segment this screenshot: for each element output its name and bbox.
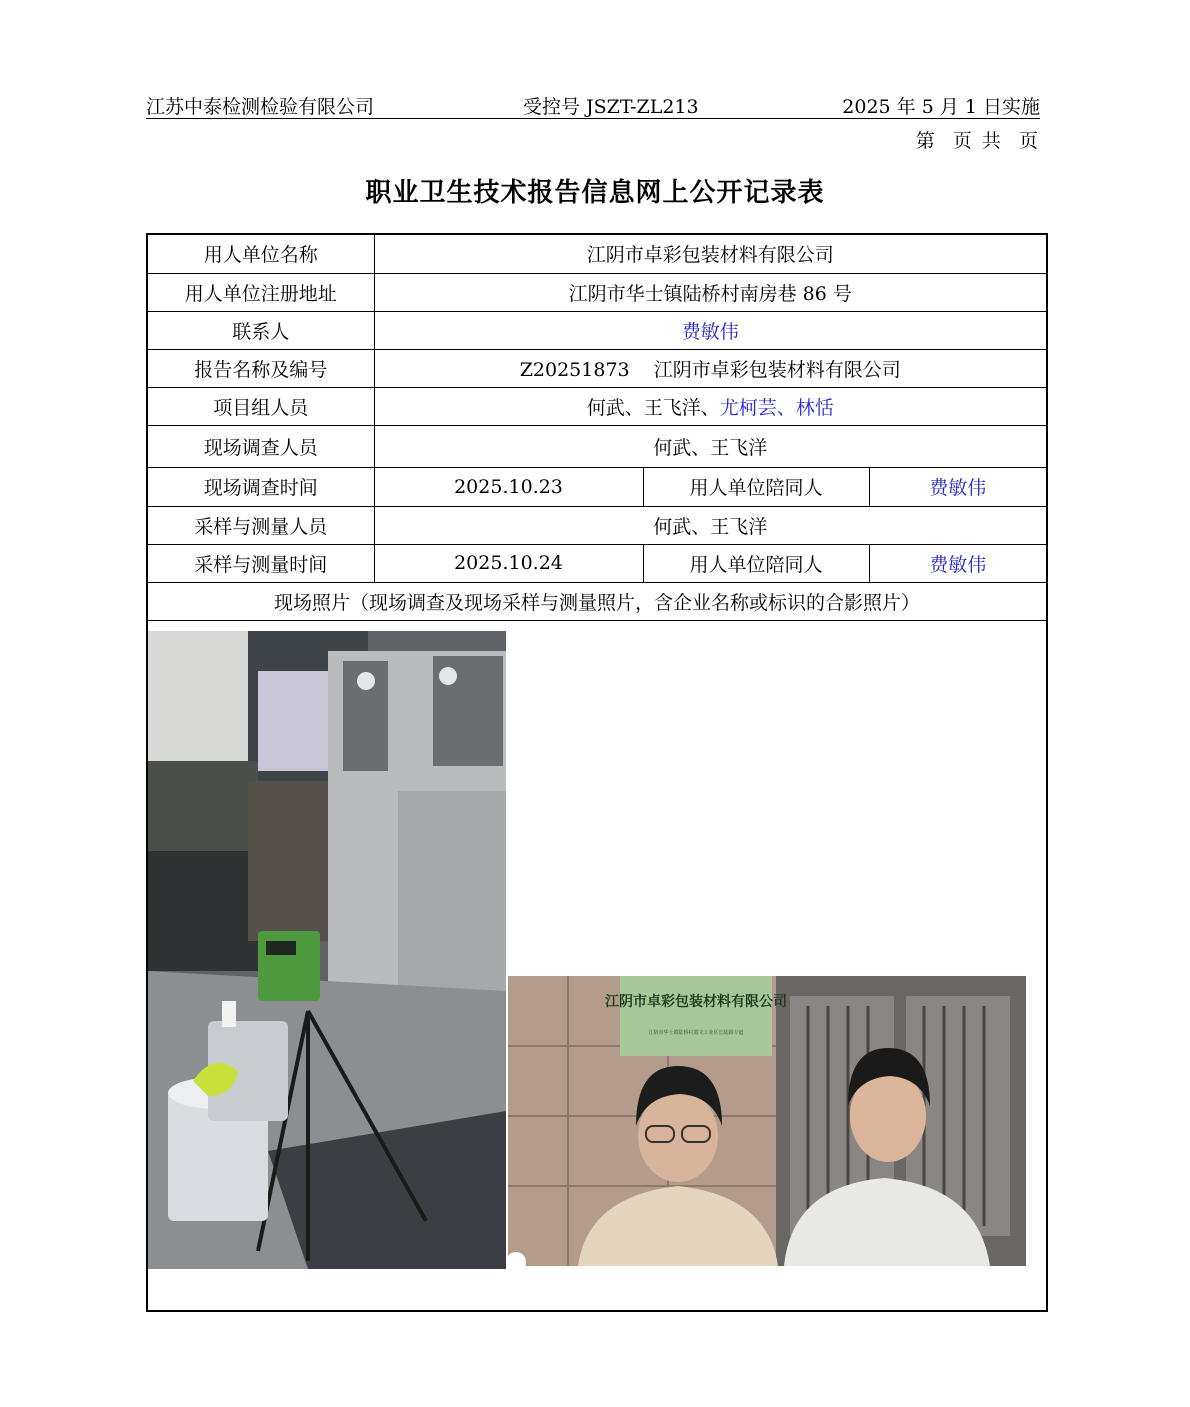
page-title: 职业卫生技术报告信息网上公开记录表 — [365, 178, 825, 208]
employer-name-label: 用人单位名称 — [148, 235, 374, 273]
team-value — [374, 387, 1046, 425]
table-row — [148, 582, 1046, 620]
table-row — [148, 544, 1046, 582]
sampling-time-label: 采样与测量时间 — [148, 544, 374, 582]
header-control-number: 受控号 JSZT-ZL213 — [523, 96, 699, 118]
table-row — [148, 349, 1046, 387]
sampling-staff-label: 采样与测量人员 — [148, 506, 374, 544]
survey-time-label: 现场调查时间 — [148, 467, 374, 506]
table-row — [148, 506, 1046, 544]
photos-section-label: 现场照片（现场调查及现场采样与测量照片，含企业名称或标识的合影照片） — [148, 582, 1046, 620]
sampling-staff-value: 何武、王飞洋 — [374, 506, 1046, 544]
site-sampling-photo — [148, 631, 506, 1269]
report-label: 报告名称及编号 — [148, 349, 374, 387]
table-row — [148, 311, 1046, 349]
sampling-escort-value: 费敏伟 — [869, 544, 1046, 582]
contact-value: 费敏伟 — [374, 311, 1046, 349]
table-row — [148, 273, 1046, 311]
table-row — [148, 235, 1046, 273]
group-photo-with-company-sign — [508, 976, 1026, 1266]
table-row — [148, 387, 1046, 425]
sampling-escort-label: 用人单位陪同人 — [643, 544, 869, 582]
team-members-primary: 何武、王飞洋、 — [586, 396, 720, 419]
survey-staff-label: 现场调查人员 — [148, 425, 374, 467]
sampling-time-value: 2025.10.24 — [374, 544, 643, 582]
table-row — [148, 467, 1046, 506]
page-indicator: 第 页 共 页 — [915, 130, 1040, 152]
sign-address-text: 江阴市华士镇陆桥村霞文工业区长陆路专道 — [648, 1030, 744, 1036]
header-company: 江苏中泰检测检验有限公司 — [146, 96, 375, 118]
employer-name-value: 江阴市卓彩包装材料有限公司 — [374, 235, 1046, 273]
survey-staff-value: 何武、王飞洋 — [374, 425, 1046, 467]
info-table — [148, 235, 1046, 621]
survey-time-value: 2025.10.23 — [374, 467, 643, 506]
contact-label: 联系人 — [148, 311, 374, 349]
survey-escort-label: 用人单位陪同人 — [643, 467, 869, 506]
team-label: 项目组人员 — [148, 387, 374, 425]
address-value: 江阴市华士镇陆桥村南房巷 86 号 — [374, 273, 1046, 311]
record-form — [146, 233, 1048, 1312]
team-members-secondary: 尤柯芸、林恬 — [719, 396, 834, 419]
table-row — [148, 425, 1046, 467]
report-value: Z20251873 江阴市卓彩包装材料有限公司 — [374, 349, 1046, 387]
sign-company-text: 江阴市卓彩包装材料有限公司 — [605, 994, 787, 1010]
address-label: 用人单位注册地址 — [148, 273, 374, 311]
header-effective-date: 2025 年 5 月 1 日实施 — [842, 96, 1040, 118]
document-header — [146, 92, 1040, 119]
survey-escort-value: 费敏伟 — [869, 467, 1046, 506]
